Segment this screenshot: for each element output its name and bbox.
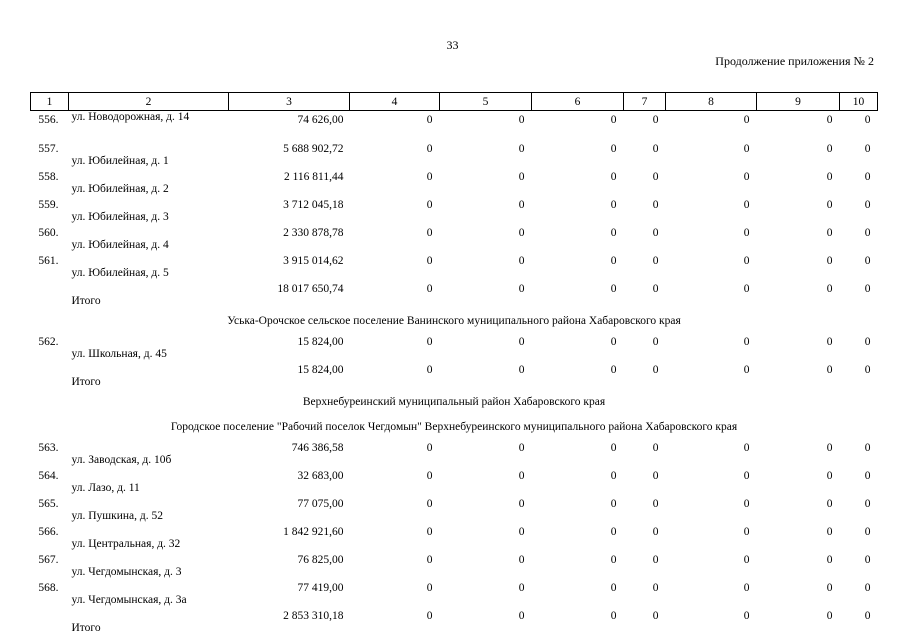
value-cell: 0	[652, 171, 659, 183]
row-number	[31, 280, 69, 308]
value-cell: 0	[864, 470, 871, 482]
appendix-table	[30, 92, 878, 635]
address-cell: ул. Юбилейная, д. 1	[71, 155, 169, 167]
amount-cell: 18 017 650,74	[277, 283, 344, 295]
value-cell: 0	[743, 336, 750, 348]
value-cell: 0	[426, 526, 433, 538]
table-row	[31, 196, 878, 224]
value-cell: 0	[826, 114, 833, 126]
section-heading-row	[31, 414, 878, 439]
address-cell: ул. Школьная, д. 45	[71, 348, 167, 360]
value-cell: 0	[610, 143, 617, 155]
table-row	[31, 551, 878, 579]
value-cell: 0	[426, 227, 433, 239]
amount-cell: 2 330 878,78	[283, 227, 344, 239]
amount-cell: 3 712 045,18	[283, 199, 344, 211]
value-cell: 0	[610, 171, 617, 183]
value-cell: 0	[426, 336, 433, 348]
value-cell: 0	[518, 143, 525, 155]
value-cell: 0	[864, 442, 871, 454]
value-cell: 0	[652, 336, 659, 348]
column-header: 7	[624, 93, 666, 111]
value-cell: 0	[426, 610, 433, 622]
amount-cell: 1 842 921,60	[283, 526, 344, 538]
table-row	[31, 111, 878, 141]
amount-cell: 15 824,00	[297, 336, 344, 348]
value-cell: 0	[864, 199, 871, 211]
amount-cell: 76 825,00	[297, 554, 344, 566]
address-cell: ул. Пушкина, д. 52	[71, 510, 163, 522]
value-cell: 0	[864, 610, 871, 622]
value-cell: 0	[826, 171, 833, 183]
value-cell: 0	[826, 143, 833, 155]
row-number: 564.	[38, 470, 59, 482]
value-cell: 0	[743, 582, 750, 594]
table-row	[31, 523, 878, 551]
value-cell: 0	[518, 554, 525, 566]
value-cell: 0	[652, 227, 659, 239]
address-cell: ул. Юбилейная, д. 2	[71, 183, 169, 195]
value-cell: 0	[426, 554, 433, 566]
value-cell: 0	[743, 554, 750, 566]
value-cell: 0	[518, 171, 525, 183]
value-cell: 0	[864, 283, 871, 295]
value-cell: 0	[610, 255, 617, 267]
value-cell: 0	[826, 526, 833, 538]
column-header: 5	[440, 93, 532, 111]
table-row	[31, 333, 878, 361]
value-cell: 0	[864, 498, 871, 510]
value-cell: 0	[743, 364, 750, 376]
value-cell: 0	[743, 171, 750, 183]
value-cell: 0	[652, 283, 659, 295]
amount-cell: 2 853 310,18	[283, 610, 344, 622]
value-cell: 0	[518, 442, 525, 454]
value-cell: 0	[426, 143, 433, 155]
address-cell: ул. Центральная, д. 32	[71, 538, 181, 550]
row-number: 563.	[38, 442, 59, 454]
table-row	[31, 495, 878, 523]
value-cell: 0	[826, 255, 833, 267]
address-cell: ул. Юбилейная, д. 3	[71, 211, 169, 223]
value-cell: 0	[743, 498, 750, 510]
value-cell: 0	[864, 255, 871, 267]
value-cell: 0	[864, 227, 871, 239]
value-cell: 0	[743, 442, 750, 454]
amount-cell: 77 075,00	[297, 498, 344, 510]
value-cell: 0	[826, 582, 833, 594]
row-number: 561.	[38, 255, 59, 267]
section-heading: Городское поселение "Рабочий поселок Чегдомын" Верхнебуреинского муниципального района Хабаровского края	[170, 420, 738, 433]
value-cell: 0	[826, 199, 833, 211]
address-cell: ул. Юбилейная, д. 5	[71, 267, 169, 279]
value-cell: 0	[426, 364, 433, 376]
value-cell: 0	[652, 498, 659, 510]
amount-cell: 74 626,00	[297, 114, 344, 126]
address-cell: ул. Заводская, д. 10б	[71, 454, 172, 466]
row-number: 565.	[38, 498, 59, 510]
value-cell: 0	[610, 283, 617, 295]
amount-cell: 2 116 811,44	[283, 171, 344, 183]
table-row	[31, 252, 878, 280]
table-row	[31, 439, 878, 467]
value-cell: 0	[426, 283, 433, 295]
value-cell: 0	[518, 526, 525, 538]
value-cell: 0	[426, 470, 433, 482]
address-cell: ул. Новодорожная, д. 14	[71, 111, 190, 123]
value-cell: 0	[518, 114, 525, 126]
value-cell: 0	[518, 336, 525, 348]
amount-cell: 5 688 902,72	[283, 143, 344, 155]
value-cell: 0	[518, 498, 525, 510]
value-cell: 0	[652, 255, 659, 267]
value-cell: 0	[652, 199, 659, 211]
value-cell: 0	[518, 470, 525, 482]
column-header: 10	[840, 93, 878, 111]
address-cell: ул. Чегдомынская, д. 3а	[71, 594, 187, 606]
value-cell: 0	[743, 143, 750, 155]
value-cell: 0	[743, 470, 750, 482]
value-cell: 0	[652, 582, 659, 594]
value-cell: 0	[826, 554, 833, 566]
section-heading-row	[31, 389, 878, 414]
value-cell: 0	[743, 255, 750, 267]
value-cell: 0	[826, 498, 833, 510]
value-cell: 0	[826, 227, 833, 239]
value-cell: 0	[518, 364, 525, 376]
total-row	[31, 280, 878, 308]
value-cell: 0	[610, 442, 617, 454]
column-header: 9	[757, 93, 840, 111]
row-number	[31, 607, 69, 635]
value-cell: 0	[826, 470, 833, 482]
value-cell: 0	[610, 498, 617, 510]
header-row	[31, 93, 878, 111]
value-cell: 0	[426, 114, 433, 126]
amount-cell: 77 419,00	[297, 582, 344, 594]
value-cell: 0	[426, 498, 433, 510]
value-cell: 0	[610, 114, 617, 126]
value-cell: 0	[426, 255, 433, 267]
value-cell: 0	[610, 199, 617, 211]
value-cell: 0	[652, 610, 659, 622]
total-row	[31, 607, 878, 635]
value-cell: 0	[518, 255, 525, 267]
value-cell: 0	[743, 283, 750, 295]
value-cell: 0	[652, 114, 659, 126]
total-row	[31, 361, 878, 389]
value-cell: 0	[610, 470, 617, 482]
value-cell: 0	[826, 442, 833, 454]
row-number: 567.	[38, 554, 59, 566]
value-cell: 0	[864, 336, 871, 348]
value-cell: 0	[652, 143, 659, 155]
continuation-note: Продолжение приложения № 2	[715, 54, 874, 68]
value-cell: 0	[518, 227, 525, 239]
amount-cell: 3 915 014,62	[283, 255, 344, 267]
value-cell: 0	[518, 199, 525, 211]
value-cell: 0	[426, 199, 433, 211]
value-cell: 0	[518, 610, 525, 622]
value-cell: 0	[610, 336, 617, 348]
table-row	[31, 467, 878, 495]
value-cell: 0	[610, 610, 617, 622]
row-number: 568.	[38, 582, 59, 594]
value-cell: 0	[426, 582, 433, 594]
value-cell: 0	[864, 143, 871, 155]
value-cell: 0	[610, 364, 617, 376]
section-heading-row	[31, 308, 878, 333]
value-cell: 0	[652, 470, 659, 482]
value-cell: 0	[743, 199, 750, 211]
column-header: 2	[69, 93, 229, 111]
value-cell: 0	[864, 364, 871, 376]
value-cell: 0	[743, 526, 750, 538]
table-row	[31, 224, 878, 252]
row-number: 562.	[38, 336, 59, 348]
row-number: 558.	[38, 171, 59, 183]
column-header: 6	[532, 93, 624, 111]
row-number: 560.	[38, 227, 59, 239]
amount-cell: 746 386,58	[291, 442, 344, 454]
value-cell: 0	[518, 582, 525, 594]
amount-cell: 15 824,00	[297, 364, 344, 376]
row-number: 556.	[38, 114, 59, 126]
value-cell: 0	[610, 526, 617, 538]
page-number: 33	[446, 38, 459, 52]
table-row	[31, 168, 878, 196]
value-cell: 0	[518, 283, 525, 295]
table-row	[31, 140, 878, 168]
value-cell: 0	[826, 610, 833, 622]
value-cell: 0	[864, 526, 871, 538]
value-cell: 0	[610, 227, 617, 239]
total-label: Итого	[71, 622, 101, 634]
column-header: 8	[666, 93, 757, 111]
value-cell: 0	[743, 114, 750, 126]
value-cell: 0	[652, 554, 659, 566]
column-header: 4	[350, 93, 440, 111]
value-cell: 0	[426, 442, 433, 454]
value-cell: 0	[610, 554, 617, 566]
value-cell: 0	[743, 227, 750, 239]
total-label: Итого	[71, 376, 101, 388]
value-cell: 0	[652, 442, 659, 454]
address-cell: ул. Лазо, д. 11	[71, 482, 140, 494]
total-label: Итого	[71, 295, 101, 307]
amount-cell: 32 683,00	[297, 470, 344, 482]
value-cell: 0	[864, 554, 871, 566]
column-header: 1	[31, 93, 69, 111]
column-header: 3	[229, 93, 350, 111]
value-cell: 0	[864, 171, 871, 183]
value-cell: 0	[826, 336, 833, 348]
value-cell: 0	[864, 114, 871, 126]
value-cell: 0	[743, 610, 750, 622]
value-cell: 0	[826, 283, 833, 295]
row-number: 566.	[38, 526, 59, 538]
value-cell: 0	[610, 582, 617, 594]
row-number	[31, 361, 69, 389]
value-cell: 0	[426, 171, 433, 183]
table-row	[31, 579, 878, 607]
value-cell: 0	[652, 526, 659, 538]
row-number: 557.	[38, 143, 59, 155]
address-cell: ул. Юбилейная, д. 4	[71, 239, 169, 251]
address-cell: ул. Чегдомынская, д. 3	[71, 566, 182, 578]
section-heading: Уська-Орочское сельское поселение Ванинского муниципального района Хабаровского края	[227, 314, 681, 327]
value-cell: 0	[652, 364, 659, 376]
row-number: 559.	[38, 199, 59, 211]
value-cell: 0	[826, 364, 833, 376]
value-cell: 0	[864, 582, 871, 594]
section-heading: Верхнебуреинский муниципальный район Хабаровского края	[302, 395, 606, 408]
